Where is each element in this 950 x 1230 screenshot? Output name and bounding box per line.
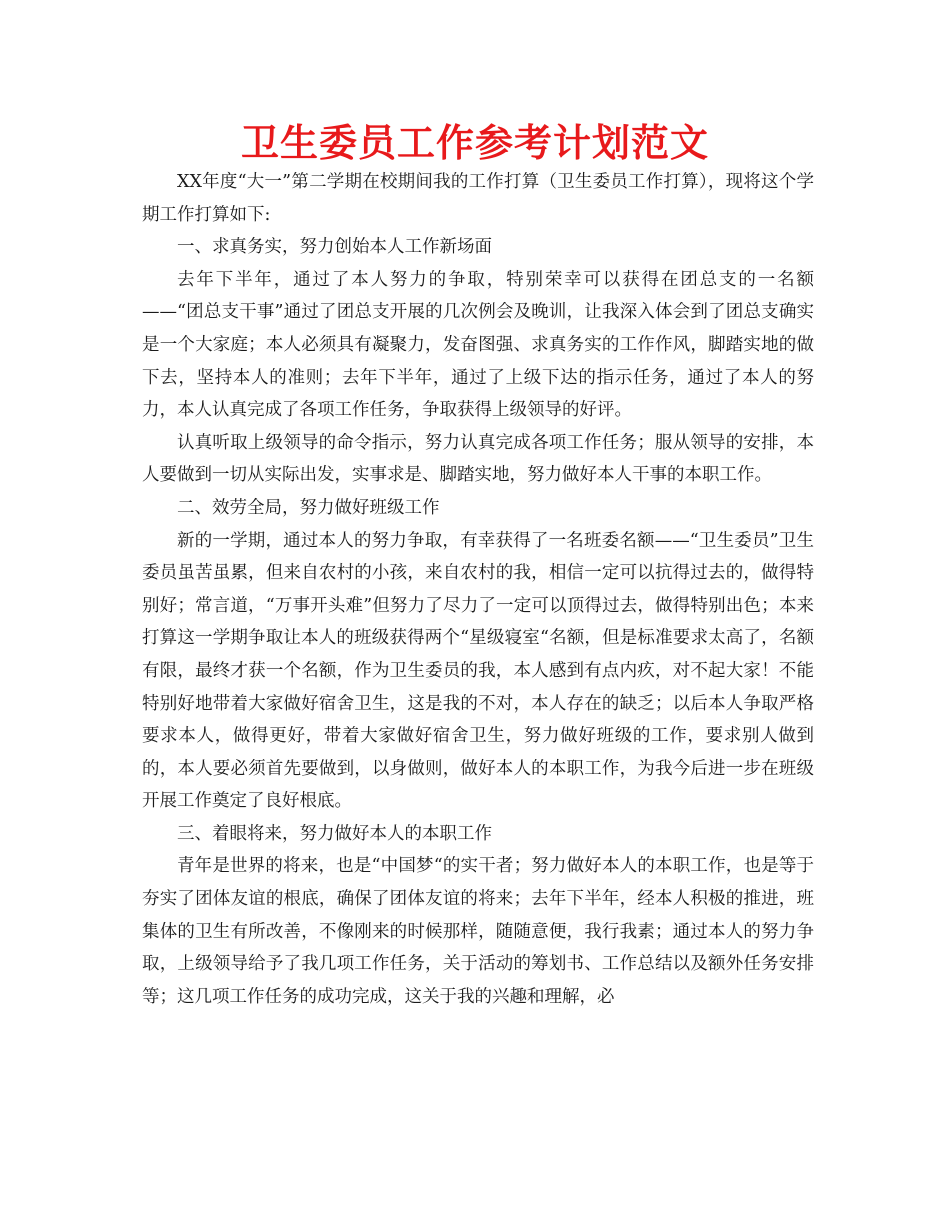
section-heading-3: 三、着眼将来，努力做好本人的本职工作	[177, 823, 492, 844]
body-paragraph: 青年是世界的将来，也是“中国梦“的实干者；努力做好本人的本职工作，也是等于夯实了团体友谊的根底，确保了团体友谊的将来；去年下半年，经本人积极的推进，班集体的卫生有所改善，不像刚来的时候那样，随随意便，我行我素；通过本人的努力争取，上级领导给予了我几项工作任务，关于活动的筹划书、工作总结以及额外任务安排等；这几项工作任务的成功完成，这关于我的兴趣和理解，必	[142, 856, 814, 1007]
body-paragraph: 认真听取上级领导的命令指示，努力认真完成各项工作任务；服从领导的安排，本人要做到一切从实际出发，实事求是、脚踏实地，努力做好本人干事的本职工作。	[142, 432, 814, 486]
document-title: 卫生委员工作参考计划范文	[240, 121, 709, 165]
body-paragraph: 新的一学期，通过本人的努力争取，有幸获得了一名班委名额——“卫生委员”卫生委员虽苦虽累，但来自农村的小孩，来自农村的我，相信一定可以抗得过去的，做得特别好；常言道，“万事开头难”但努力了尽力了一定可以顶得过去，做得特别出色；本来打算这一学期争取让本人的班级获得两个“星级寝室“名额，但是标准要求太高了，名额有限，最终才获一个名额，作为卫生委员的我，本人感到有点内疚，对不起大家！不能特别好地带着大家做好宿舍卫生，这是我的不对，本人存在的缺乏；以后本人争取严格要求本人，做得更好，带着大家做好宿舍卫生，努力做好班级的工作，要求别人做到的，本人要必须首先要做到，以身做则，做好本人的本职工作，为我今后进一步在班级开展工作奠定了良好根底。	[142, 530, 814, 812]
section-heading-1: 一、求真务实，努力创始本人工作新场面	[177, 237, 492, 258]
document-body	[142, 166, 814, 1013]
body-paragraph: 去年下半年，通过了本人努力的争取，特别荣幸可以获得在团总支的一名额——“团总支干事”通过了团总支开展的几次例会及晚训，让我深入体会到了团总支确实是一个大家庭；本人必须具有凝聚力，发奋图强、求真务实的工作作风，脚踏实地的做下去，坚持本人的准则；去年下半年，通过了上级下达的指示任务，通过了本人的努力，本人认真完成了各项工作任务，争取获得上级领导的好评。	[142, 269, 814, 421]
section-heading-2: 二、效劳全局，努力做好班级工作	[177, 497, 440, 518]
intro-paragraph: XX年度“大一”第二学期在校期间我的工作打算（卫生委员工作打算），现将这个学期工作打算如下:	[142, 172, 814, 225]
